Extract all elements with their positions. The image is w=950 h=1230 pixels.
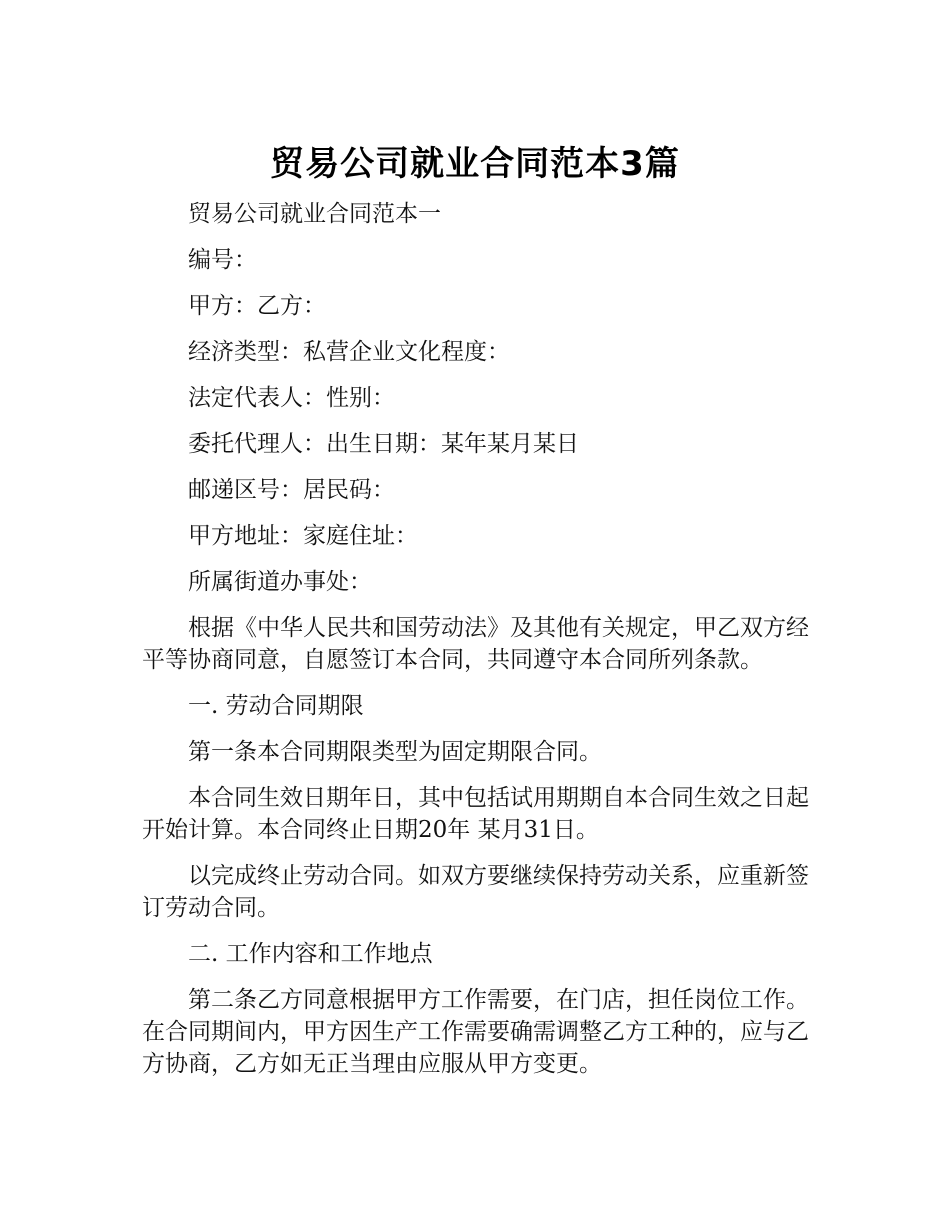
paragraph-address: 甲方地址：家庭住址：: [188, 523, 418, 549]
paragraph-agent: 委托代理人：出生日期：某年某月某日: [188, 431, 579, 457]
paragraph-subdistrict-office: 所属街道办事处：: [188, 569, 372, 595]
document-title: 贸易公司就业合同范本3篇: [270, 143, 680, 184]
section-heading-term: 一. 劳动合同期限: [188, 693, 364, 719]
paragraph-number: 编号：: [188, 247, 257, 273]
paragraph-preamble: 根据《中华人民共和国劳动法》及其他有关规定，甲乙双方经平等协商同意，自愿签订本合同，共同遵守本合同所列条款。: [142, 615, 809, 673]
paragraph-article-1: 第一条本合同期限类型为固定期限合同。: [188, 739, 602, 765]
section-heading-work-content: 二. 工作内容和工作地点: [188, 941, 433, 967]
paragraph-termination: 以完成终止劳动合同。如双方要继续保持劳动关系，应重新签订劳动合同。: [142, 863, 809, 921]
document-body: [142, 198, 822, 1094]
paragraph-contract-heading: 贸易公司就业合同范本一: [188, 201, 441, 227]
paragraph-economic-type: 经济类型：私营企业文化程度：: [188, 339, 510, 365]
paragraph-postal-code: 邮递区号：居民码：: [188, 477, 395, 503]
paragraph-legal-representative: 法定代表人：性别：: [188, 385, 395, 411]
paragraph-article-2: 第二条乙方同意根据甲方工作需要，在门店，担任岗位工作。在合同期间内，甲方因生产工作需要确需调整乙方工种的，应与乙方协商，乙方如无正当理由应服从甲方变更。: [142, 987, 809, 1077]
paragraph-effective-date: 本合同生效日期年日，其中包括试用期期自本合同生效之日起开始计算。本合同终止日期20年 某月31日。: [142, 785, 809, 843]
paragraph-parties: 甲方：乙方：: [188, 293, 326, 319]
